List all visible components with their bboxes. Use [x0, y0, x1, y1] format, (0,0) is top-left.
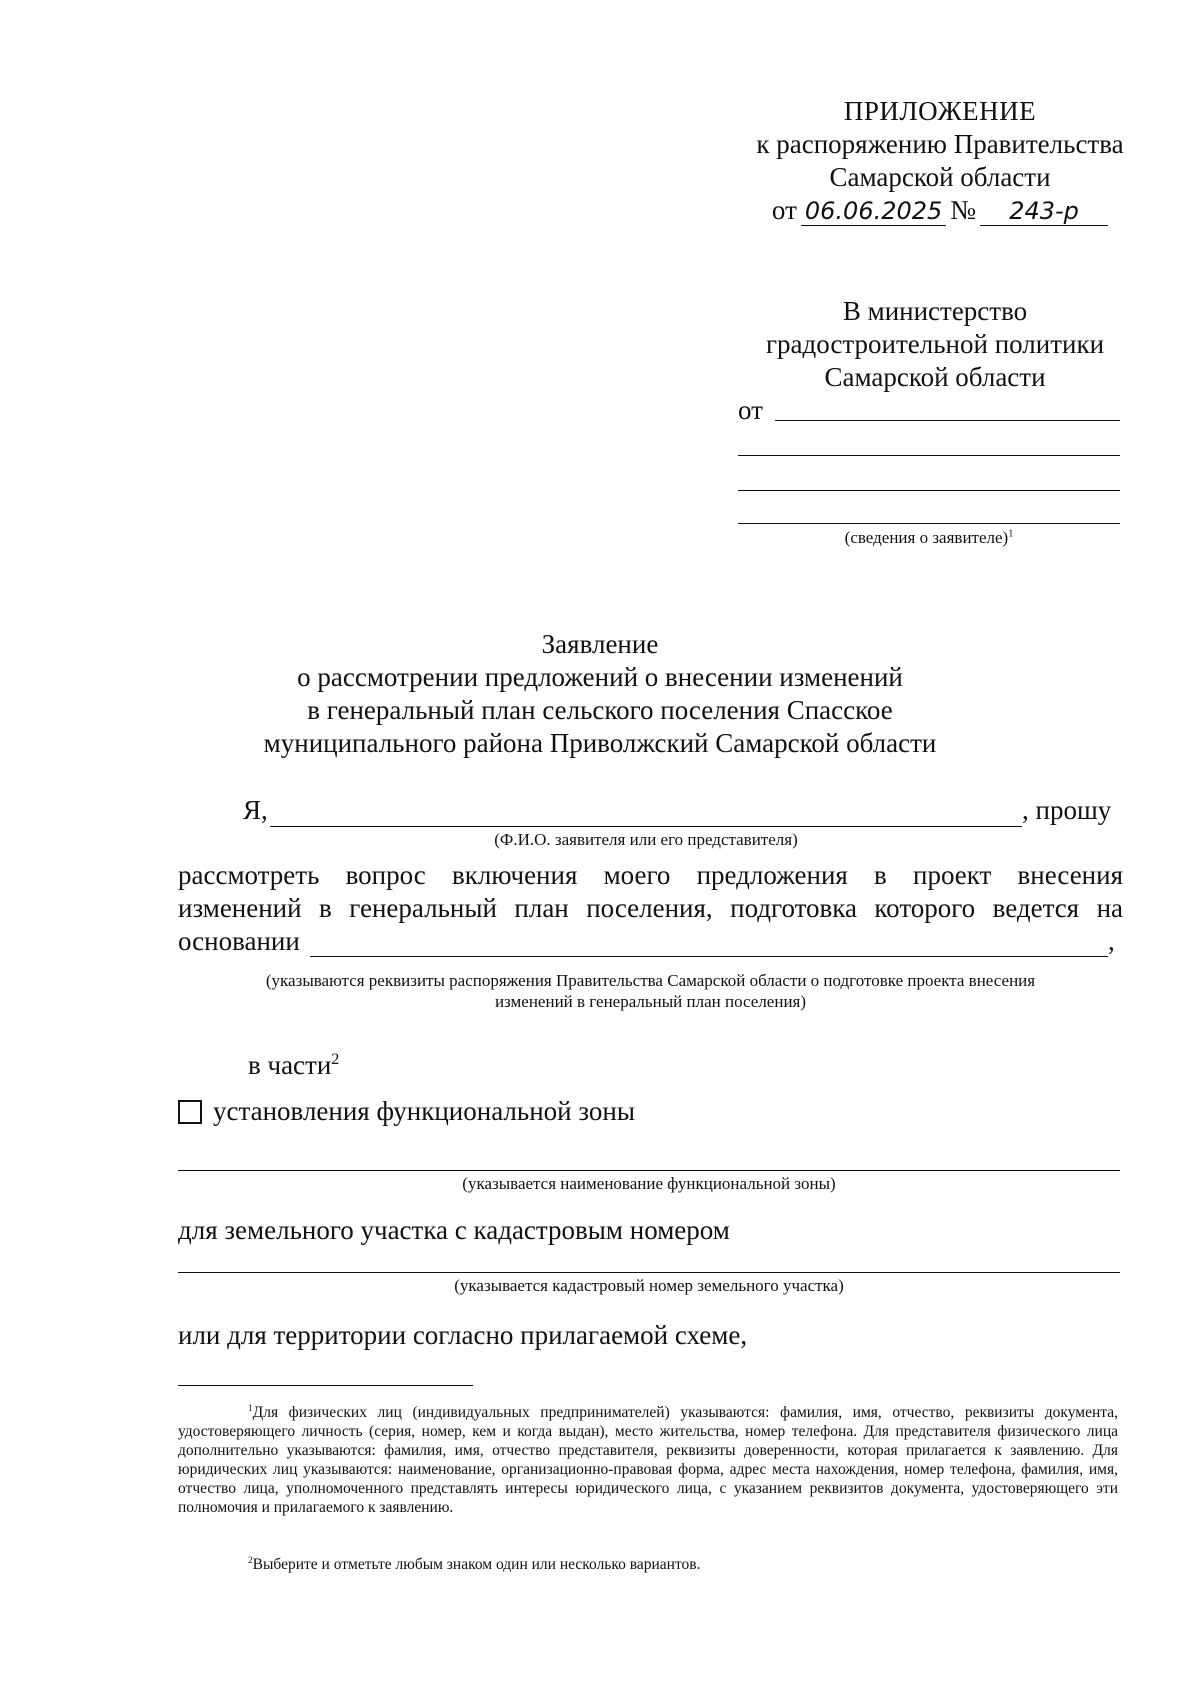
cadastral-caption: (указывается кадастровый номер земельного участка) [454, 1276, 844, 1295]
addressee-line1: В министерство [842, 296, 1028, 326]
name-caption: (Ф.И.О. заявителя или его представителя) [494, 830, 798, 849]
heading-line2: о рассмотрении предложений о внесении изменений [297, 662, 903, 692]
zone-option-label: установления функциональной зоны [213, 1096, 635, 1126]
addressee-line3: Самарской области [824, 362, 1046, 392]
applicant-caption: (сведения о заявителе)$^1$ [844, 528, 1014, 547]
in-part-label: в части$^2$ [248, 1050, 340, 1080]
footnote-2-text: Выберите и отметьте любым знаком один или несколько вариантов. [252, 1556, 701, 1573]
basis-label: основании [178, 926, 300, 956]
i-label: Я, [243, 795, 268, 825]
applicant-line-4[interactable] [738, 523, 1120, 524]
basis-line[interactable] [310, 956, 1108, 957]
footnote-2 [178, 1555, 1118, 1574]
footnote-ref-1: 1 [1008, 528, 1014, 540]
number-prefix: № [950, 195, 977, 225]
zone-name-line[interactable] [178, 1170, 1120, 1171]
heading-line3: в генеральный план сельского поселения Спасское [307, 695, 893, 725]
date-prefix: от [771, 195, 797, 225]
applicant-line-3[interactable] [738, 490, 1120, 491]
paragraph-line1: рассмотреть вопрос включения моего предложения в проект внесения [178, 860, 1123, 890]
footnote-ref-2: 2 [331, 1050, 340, 1068]
paragraph-line2: изменений в генеральный план поселения, подготовка которого ведется на [178, 893, 1123, 923]
appendix-block [700, 95, 1180, 227]
cadastral-number-line[interactable] [178, 1272, 1120, 1273]
applicant-name-line[interactable] [270, 826, 1022, 827]
basis-suffix: , [1108, 926, 1115, 956]
basis-caption-line2: изменений в генеральный план поселения) [494, 992, 807, 1011]
zone-caption: (указывается наименование функциональной зоны) [462, 1174, 836, 1193]
statement-heading [150, 628, 1050, 760]
addressee-line2: градостроительной политики [765, 329, 1105, 359]
from-label: от [738, 395, 763, 425]
order-number: 243-р [980, 197, 1108, 226]
footnote-1-mark: 1 [248, 1403, 253, 1414]
appendix-date-row [700, 194, 1180, 227]
addressee-block [740, 295, 1130, 394]
basis-caption-line1: (указываются реквизиты распоряжения Правительства Самарской области о подготовке проекта внесения [265, 971, 1036, 990]
land-plot-label: для земельного участка с кадастровым номером [178, 1215, 730, 1245]
footnote-separator [178, 1385, 473, 1386]
territory-label: или для территории согласно прилагаемой схеме, [178, 1320, 748, 1350]
zone-option-checkbox[interactable] [178, 1100, 202, 1124]
applicant-line-2[interactable] [738, 455, 1120, 456]
heading-line1: Заявление [541, 629, 659, 659]
request-suffix: , прошу [1022, 795, 1112, 825]
appendix-title: ПРИЛОЖЕНИЕ [843, 96, 1037, 126]
order-date: 06.06.2025 [801, 197, 946, 226]
footnote-1-text: Для физических лиц (индивидуальных предпринимателей) указываются: фамилия, имя, отчество, реквизиты документа, удостоверяющего личность (серия, номер, кем и когда выдан), место жительства, номер телефона. Для представителя физического лица дополнительно указываются: фамилия, имя, отчество представителя, реквизиты доверенности, которая прилагается к заявлению. Для юридических лиц указываются: наименование, организационно-правовая форма, адрес места нахождения, номер телефона, фамилия, имя, отчество лица, уполномоченного представлять интересы юридического лица, с указанием реквизитов документа, удостоверяющего эти полномочия и прилагаемого к заявлению. [178, 1404, 1118, 1516]
appendix-line1: к распоряжению Правительства [756, 129, 1124, 159]
applicant-line-1[interactable] [775, 420, 1120, 421]
footnote-1 [178, 1403, 1118, 1517]
heading-line4: муниципального района Приволжский Самарской области [263, 728, 937, 758]
basis-caption [178, 970, 1123, 1012]
appendix-line2: Самарской области [829, 162, 1051, 192]
footnote-2-mark: 2 [248, 1555, 253, 1566]
